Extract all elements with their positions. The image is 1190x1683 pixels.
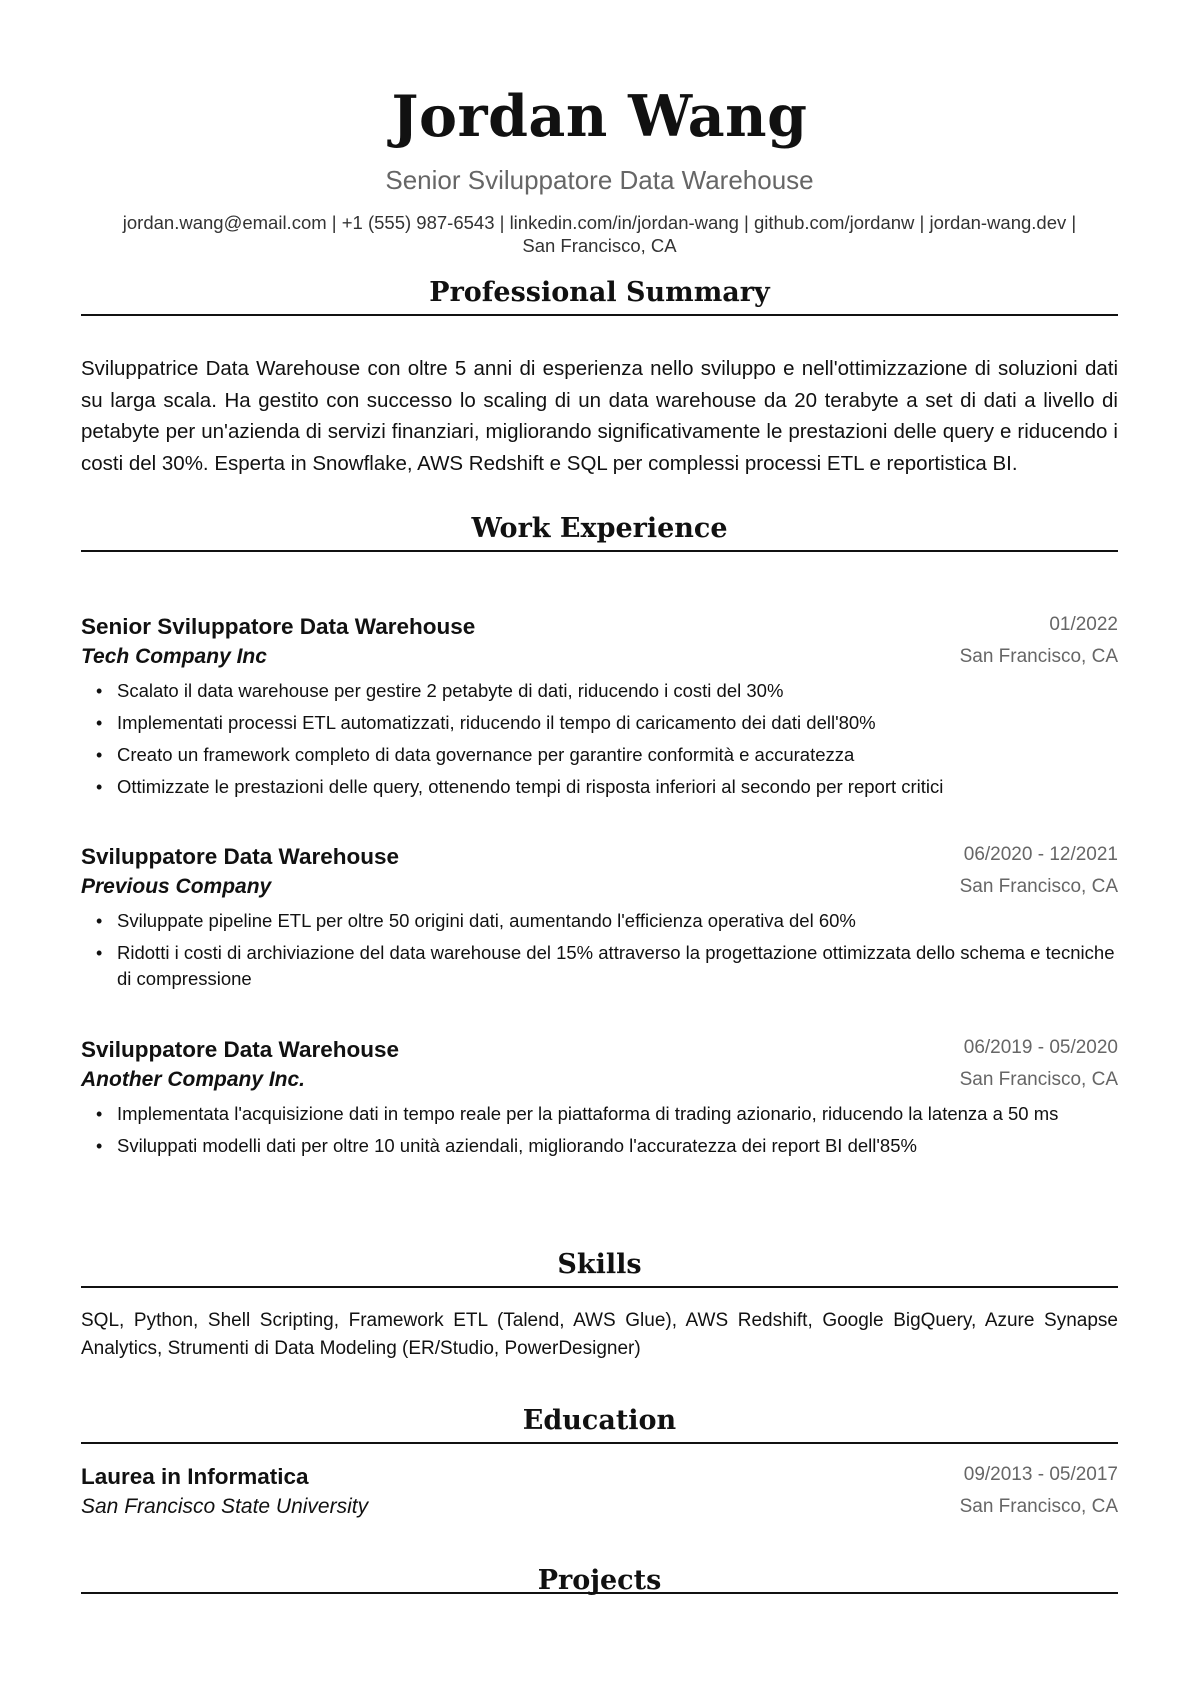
job-subheader-row <box>81 1065 1118 1095</box>
job-company: Tech Company Inc <box>81 645 267 668</box>
education-location: San Francisco, CA <box>959 1496 1118 1517</box>
job-bullets <box>81 1101 1118 1159</box>
job-entry <box>81 842 1118 998</box>
job-bullet: • Sviluppati modelli dati per oltre 10 unità aziendali, migliorando l'accuratezza dei report BI dell'85% <box>81 1133 1118 1159</box>
summary-text: Sviluppatrice Data Warehouse con oltre 5 anni di esperienza nello sviluppo e nell'ottimizzazione di soluzioni dati su larga scala. Ha gestito con successo lo scaling di un data warehouse da 20 terabyte a set di dati a livello di petabyte per un'azienda di servizi finanziari, migliorando significativamente le prestazioni delle query e riducendo i costi del 30%. Esperta in Snowflake, AWS Redshift e SQL per complessi processi ETL e reportistica BI. <box>81 357 1118 475</box>
education-header-row <box>81 1462 1118 1492</box>
job-date: 01/2022 <box>1049 614 1118 635</box>
section-title-experience: Work Experience <box>471 513 728 544</box>
job-header-row <box>81 612 1118 642</box>
section-divider <box>81 550 1118 552</box>
job-company: Another Company Inc. <box>81 1068 306 1091</box>
job-bullet: • Creato un framework completo di data governance per garantire conformità e accuratezza <box>81 742 1118 768</box>
job-entry <box>81 612 1118 806</box>
education-school: San Francisco State University <box>81 1495 369 1518</box>
contact-line-1: jordan.wang@email.com | +1 (555) 987-6543 | linkedin.com/in/jordan-wang | github.com/jordanw | jordan-wang.dev | <box>122 212 1077 233</box>
section-divider <box>81 1442 1118 1444</box>
section-title-education: Education <box>522 1405 677 1436</box>
job-location: San Francisco, CA <box>959 646 1118 667</box>
education-subheader-row <box>81 1492 1118 1522</box>
job-bullets <box>81 678 1118 800</box>
section-title-summary: Professional Summary <box>429 277 770 308</box>
contact-line-2: San Francisco, CA <box>522 235 677 256</box>
job-location: San Francisco, CA <box>959 876 1118 897</box>
job-location: San Francisco, CA <box>959 1069 1118 1090</box>
job-bullet: • Ottimizzate le prestazioni delle query, ottenendo tempi di risposta inferiori al secondo per report critici <box>81 774 1118 800</box>
candidate-title: Senior Sviluppatore Data Warehouse <box>385 165 814 195</box>
job-bullet: • Implementati processi ETL automatizzati, riducendo il tempo di caricamento dei dati dell'80% <box>81 710 1118 736</box>
section-divider <box>81 314 1118 316</box>
job-date: 06/2020 - 12/2021 <box>963 844 1118 865</box>
job-company: Previous Company <box>81 875 272 898</box>
job-entry <box>81 1035 1118 1165</box>
contact-info <box>81 211 1118 257</box>
job-title: Senior Sviluppatore Data Warehouse <box>81 614 476 639</box>
job-bullet: • Sviluppate pipeline ETL per oltre 50 origini dati, aumentando l'efficienza operativa del 60% <box>81 908 1118 934</box>
section-title-skills: Skills <box>557 1249 642 1280</box>
job-bullet: • Scalato il data warehouse per gestire 2 petabyte di dati, riducendo i costi del 30% <box>81 678 1118 704</box>
section-title-projects: Projects <box>537 1565 662 1596</box>
job-bullets <box>81 908 1118 992</box>
job-subheader-row <box>81 642 1118 672</box>
skills-text: SQL, Python, Shell Scripting, Framework ETL (Talend, AWS Glue), AWS Redshift, Google BigQuery, Azure Synapse Analytics, Strumenti di Data Modeling (ER/Studio, PowerDesigner) <box>81 1310 1118 1359</box>
job-title: Sviluppatore Data Warehouse <box>81 844 399 869</box>
education-entry <box>81 1462 1118 1522</box>
education-date: 09/2013 - 05/2017 <box>963 1464 1118 1485</box>
job-bullet: • Implementata l'acquisizione dati in tempo reale per la piattaforma di trading azionario, riducendo la latenza a 50 ms <box>81 1101 1118 1127</box>
job-header-row <box>81 1035 1118 1065</box>
education-degree: Laurea in Informatica <box>81 1464 309 1489</box>
job-title: Sviluppatore Data Warehouse <box>81 1037 399 1062</box>
job-subheader-row <box>81 872 1118 902</box>
section-divider <box>81 1286 1118 1288</box>
job-bullet: • Ridotti i costi di archiviazione del data warehouse del 15% attraverso la progettazione ottimizzata dello schema e tecniche di compressione <box>81 940 1118 992</box>
section-divider <box>81 1592 1118 1594</box>
job-date: 06/2019 - 05/2020 <box>963 1037 1118 1058</box>
candidate-name: Jordan Wang <box>391 83 808 150</box>
job-header-row <box>81 842 1118 872</box>
